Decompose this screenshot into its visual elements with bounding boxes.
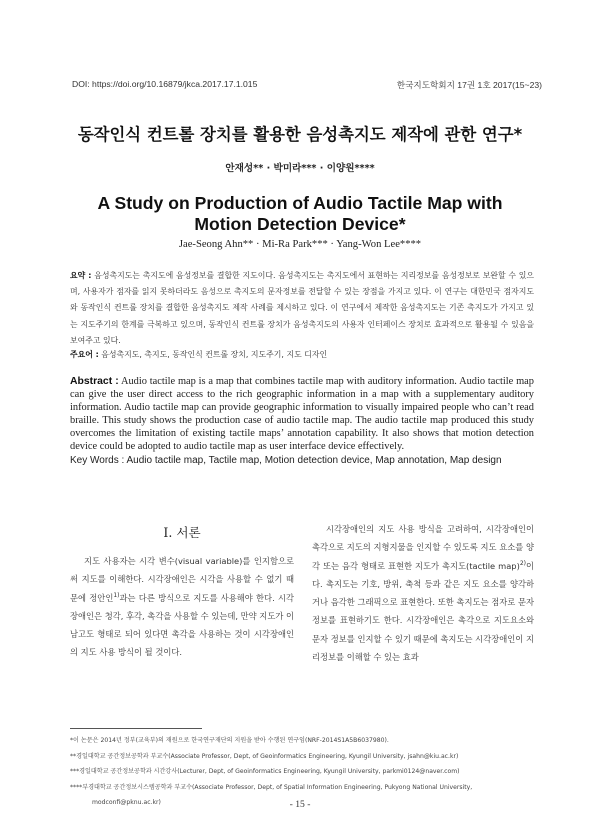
left-column-paragraph <box>70 552 294 662</box>
english-authors: Jae-Seong Ahn** · Mi-Ra Park*** · Yang-Won Lee**** <box>178 239 422 250</box>
right-paragraph-text-b: 이다. 촉지도는 기호, 방위, 축척 등과 같은 지도 요소를 양각하거나 음각한 그래픽으로 표현한다. 또한 촉지도는 점자로 문자 정보를 표현하기도 한다. 시각장애인은 촉각으로 지도요소와 문자 정보를 인지할 수 있기 때문에 촉지도는 시각장애인이 지리정보를 이해할 수 있는 효과 <box>312 560 534 663</box>
english-abstract-label: Abstract : <box>70 376 119 387</box>
footnote-author-3: ****부경대학교 공간정보시스템공학과 부교수(Associate Professor, Dept, of Spatial Information Engineering, Pukyong National University, <box>70 783 473 791</box>
korean-keywords-text: 음성촉지도, 촉지도, 동작인식 컨트롤 장치, 지도주기, 지도 디자인 <box>98 350 328 359</box>
footnote-author-3-email: modconfi@pknu.ac.kr) <box>92 799 161 807</box>
korean-authors: 안재성** · 박미라*** · 이양원**** <box>225 163 375 174</box>
footnote-ref-1: 1) <box>113 591 120 599</box>
english-abstract <box>70 375 534 453</box>
footnote-ref-2: 2) <box>519 559 526 567</box>
korean-abstract-text: 음성촉지도는 촉지도에 음성정보를 결합한 지도이다. 음성촉지도는 촉지도에서 표현하는 지리정보를 음성정보로 보완할 수 있으며, 사용자가 점자를 읽지 못하더라도 음성으로 촉지도의 문자정보를 전달할 수 있는 장점을 가지고 있다. 이 연구는 대한민국 점자지도와 동작인식 컨트롤 장치를 결합한 음성촉지도 제작 사례를 제시하고 있다. 이 연구에서 제작한 음성촉지도는 기존 촉지도가 가지고 있는 지도주기의 한계를 극복하고 있으며, 동작인식 컨트롤 장치가 음성촉지도의 사용자 인터페이스 장치로 효과적으로 활용될 수 있음을 보여주고 있다. <box>70 271 534 345</box>
footnote-divider <box>70 728 202 729</box>
korean-keywords <box>70 349 534 360</box>
right-column-paragraph <box>312 520 534 666</box>
korean-title: 동작인식 컨트롤 장치를 활용한 음성촉지도 제작에 관한 연구* <box>77 125 523 144</box>
footnote-author-2: ***경일대학교 공간정보공학과 시간강사(Lecturer, Dept, of Geoinformatics Engineering, Kyungil University, parkmi0124@naver.com) <box>70 768 460 776</box>
english-abstract-text: Audio tactile map is a map that combines tactile map with auditory information. Audio tactile map can give the user direct access to the rich geographic information in a map with a supplementary auditory information. Audio tactile map can provide geographic information to visually impaired people who can’t read braille. This study shows the production case of audio tactile map. The audio tactile map produced this study overcomes the limitation of existing tactile maps’ annotation capability. It also shows that motion detection device could be adopted to audio tactile map as user interface device effectively. <box>70 376 534 452</box>
right-paragraph-text-a: 시각장애인의 지도 사용 방식을 고려하여, 시각장애인이 촉각으로 지도의 지형지물을 인지할 수 있도록 지도 요소를 양각 또는 음각 형태로 표현한 지도가 촉지도(tactile map) <box>312 524 534 571</box>
english-title <box>0 193 600 235</box>
korean-keywords-label: 주요어 : <box>70 350 99 359</box>
korean-abstract <box>70 268 534 349</box>
section-heading-introduction: I. 서론 <box>163 525 201 540</box>
footnote-author-1: **경일대학교 공간정보공학과 부교수(Associate Professor, Dept, of Geoinformatics Engineering, Kyungil University, jsahn@kiu.ac.kr) <box>70 752 459 760</box>
left-paragraph-text-a: 지도 사용자는 시각 변수(visual variable)를 인지함으로써 지도를 이해한다. 시각장애인은 시각을 사용할 수 없기 때문에 정안인 <box>70 556 294 603</box>
doi-link[interactable]: DOI: https://doi.org/10.16879/jkca.2017.17.1.015 <box>72 79 258 89</box>
english-keywords: Key Words : Audio tactile map, Tactile map, Motion detection device, Map annotation, Map design <box>70 455 502 466</box>
left-paragraph-text-b: 과는 다른 방식으로 지도를 사용해야 한다. 시각장애인은 청각, 후각, 촉각을 사용할 수 있는데, 만약 지도가 이남고도 형태로 되어 있다면 촉각을 사용하는 것이 시각장애인의 지도 사용 방식이 될 것이다. <box>70 592 295 658</box>
journal-citation: 한국지도학회지 17권 1호 2017(15~23) <box>396 80 542 90</box>
footnote-funding: *이 논문은 2014년 정부(교육부)의 재원으로 한국연구재단의 지원을 받아 수행된 연구임(NRF-2014S1A5B6037980). <box>70 737 389 744</box>
page-number: - 15 - <box>289 799 311 810</box>
korean-abstract-label: 요약 : <box>70 271 92 280</box>
english-title-line-1: A Study on Production of Audio Tactile Map with <box>97 193 503 213</box>
english-title-line-2: Motion Detection Device* <box>194 214 406 234</box>
